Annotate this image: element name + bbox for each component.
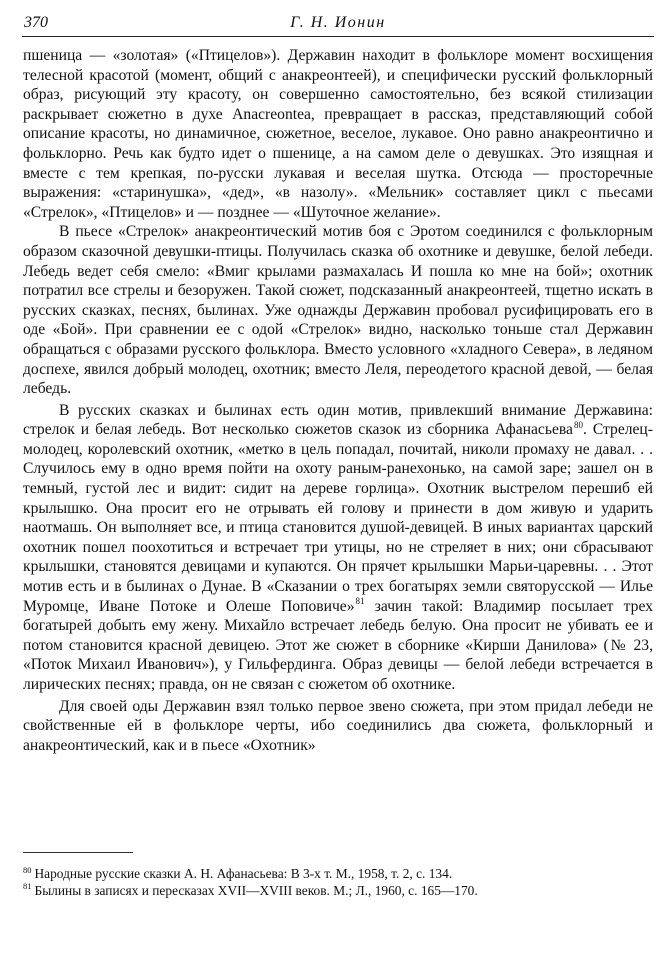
paragraph-1: пшеница — «золотая» («Птицелов»). Державин находит в фольклоре момент восхищения телесной красотой (момент, общий с анакреонтеей), и специфически русский фольклорный образ, рисующий эту красоту, он совершенно самостоятельно, без всякой стилизации раскрывает сюжетно в духе Anacreontea, превращает в рассказ, представляющий собой описание красоты, но динамичное, сюжетное, веселое, лукавое. Оно равно анакреонтично и фольклорно. Речь как будто идет о пшенице, а на самом деле о девушках. Это изящная и вместе с тем крепкая, по-русски лукавая и веселая шутка. Отсюда — просторечные выражения: «старинушка», «дед», «в назолу». «Мельник» составляет цикл с пьесами «Стрелок», «Птицелов» и — позднее — «Шуточное желание».: [23, 47, 653, 221]
main-text: [23, 46, 653, 755]
footnotes: [23, 866, 653, 899]
paragraph-2: В пьесе «Стрелок» анакреонтический мотив боя с Эротом соединился с фольклорным образом сказочной девушки-птицы. Получилась сказка об охотнике и девушке, белой лебеди. Лебедь ведет себя смело: «Вмиг крылами размахалась И пошла ко мне на бой»; охотник потратил все стрелы и безоружен. Такой сюжет, подсказанный анакреонтеей, тщетно искать в русских сказках, песнях, былинах. Уже однажды Державин пробовал русифицировать его в оде «Бой». При сравнении ее с одой «Стрелок» видно, насколько тоньше стал Державин обращаться с образами русского фольклора. Вместо условного «хладного Севера», в ледяном доспехе, явился добрый молодец, охотник; вместо Леля, переодетого красной девой, — белая лебедь.: [23, 223, 653, 398]
paragraph-3: [23, 401, 653, 695]
paragraph-3-part-3: зачин такой: Владимир посылает трех богатырей добыть ему жену. Михайло встречает лебедь белую. Она просит не убивать ее и потом становится красной девицею. Этот же сюжет в сборнике «Кирши Данилова» (№ 23, «Поток Михаил Иванович»), у Гильфердинга. Образ девицы — белой лебеди встречается в лирических песнях; правда, он не связан с сюжетом об охотнике.: [23, 597, 653, 693]
footnote-text-80: Народные русские сказки А. Н. Афанасьева: В 3-х т. М., 1958, т. 2, с. 134.: [34, 866, 453, 881]
paragraph-3-part-1: В русских сказках и былинах есть один мотив, привлекший внимание Державина: стрелок и белая лебедь. Вот несколько сюжетов сказок из сборника Афанасьева: [23, 401, 653, 439]
footnote-number-80: 80: [23, 864, 32, 875]
paragraph-4: Для своей оды Державин взял только первое звено сюжета, при этом придал лебеди не свойственные ей в фольклоре черты, ибо соединились два сюжета, фольклорный и анакреонтический, как и в пьесе «Охотник»: [23, 697, 653, 754]
footnote-divider: [23, 852, 133, 853]
page-header: [22, 14, 654, 37]
page-number: 370: [24, 14, 48, 31]
footnote-ref-80: 80: [573, 420, 583, 431]
footnote-number-81: 81: [23, 881, 32, 892]
running-head-author: Г. Н. Ионин: [290, 14, 386, 31]
footnote-ref-81: 81: [355, 596, 365, 607]
footnote-80: [23, 866, 653, 883]
footnote-81: [23, 883, 653, 900]
footnote-text-81: Былины в записях и пересказах XVII—XVIII веков. М.; Л., 1960, с. 165—170.: [34, 882, 478, 898]
paragraph-3-part-2: . Стрелец-молодец, королевский охотник, «метко в цель попадал, почитай, николи промаху не давал. . . Случилось ему в одно время пойти на охоту раным-ранехонько, на самой заре; зашел он в темный, густой лес и видит: сидит на дереве горлица». Охотник выстрелом перешиб ей крылышко. Она просит его не отрывать ей голову и принести в дом живую и ударить наотмашь. Он выполняет все, и птица становится душой-девицей. В иных вариантах царский охотник пошел поохотиться и встречает три утицы, но не стреляет в них; они сбрасывают крылышки, становятся девицами и купаются. Он прячет крылышки Марьи-царевны. . . Этот мотив есть и в былинах о Дунае. В «Сказании о трех богатырях земли святорусской — Илье Муромце, Иване Потоке и Олеше Поповиче»: [23, 421, 653, 615]
